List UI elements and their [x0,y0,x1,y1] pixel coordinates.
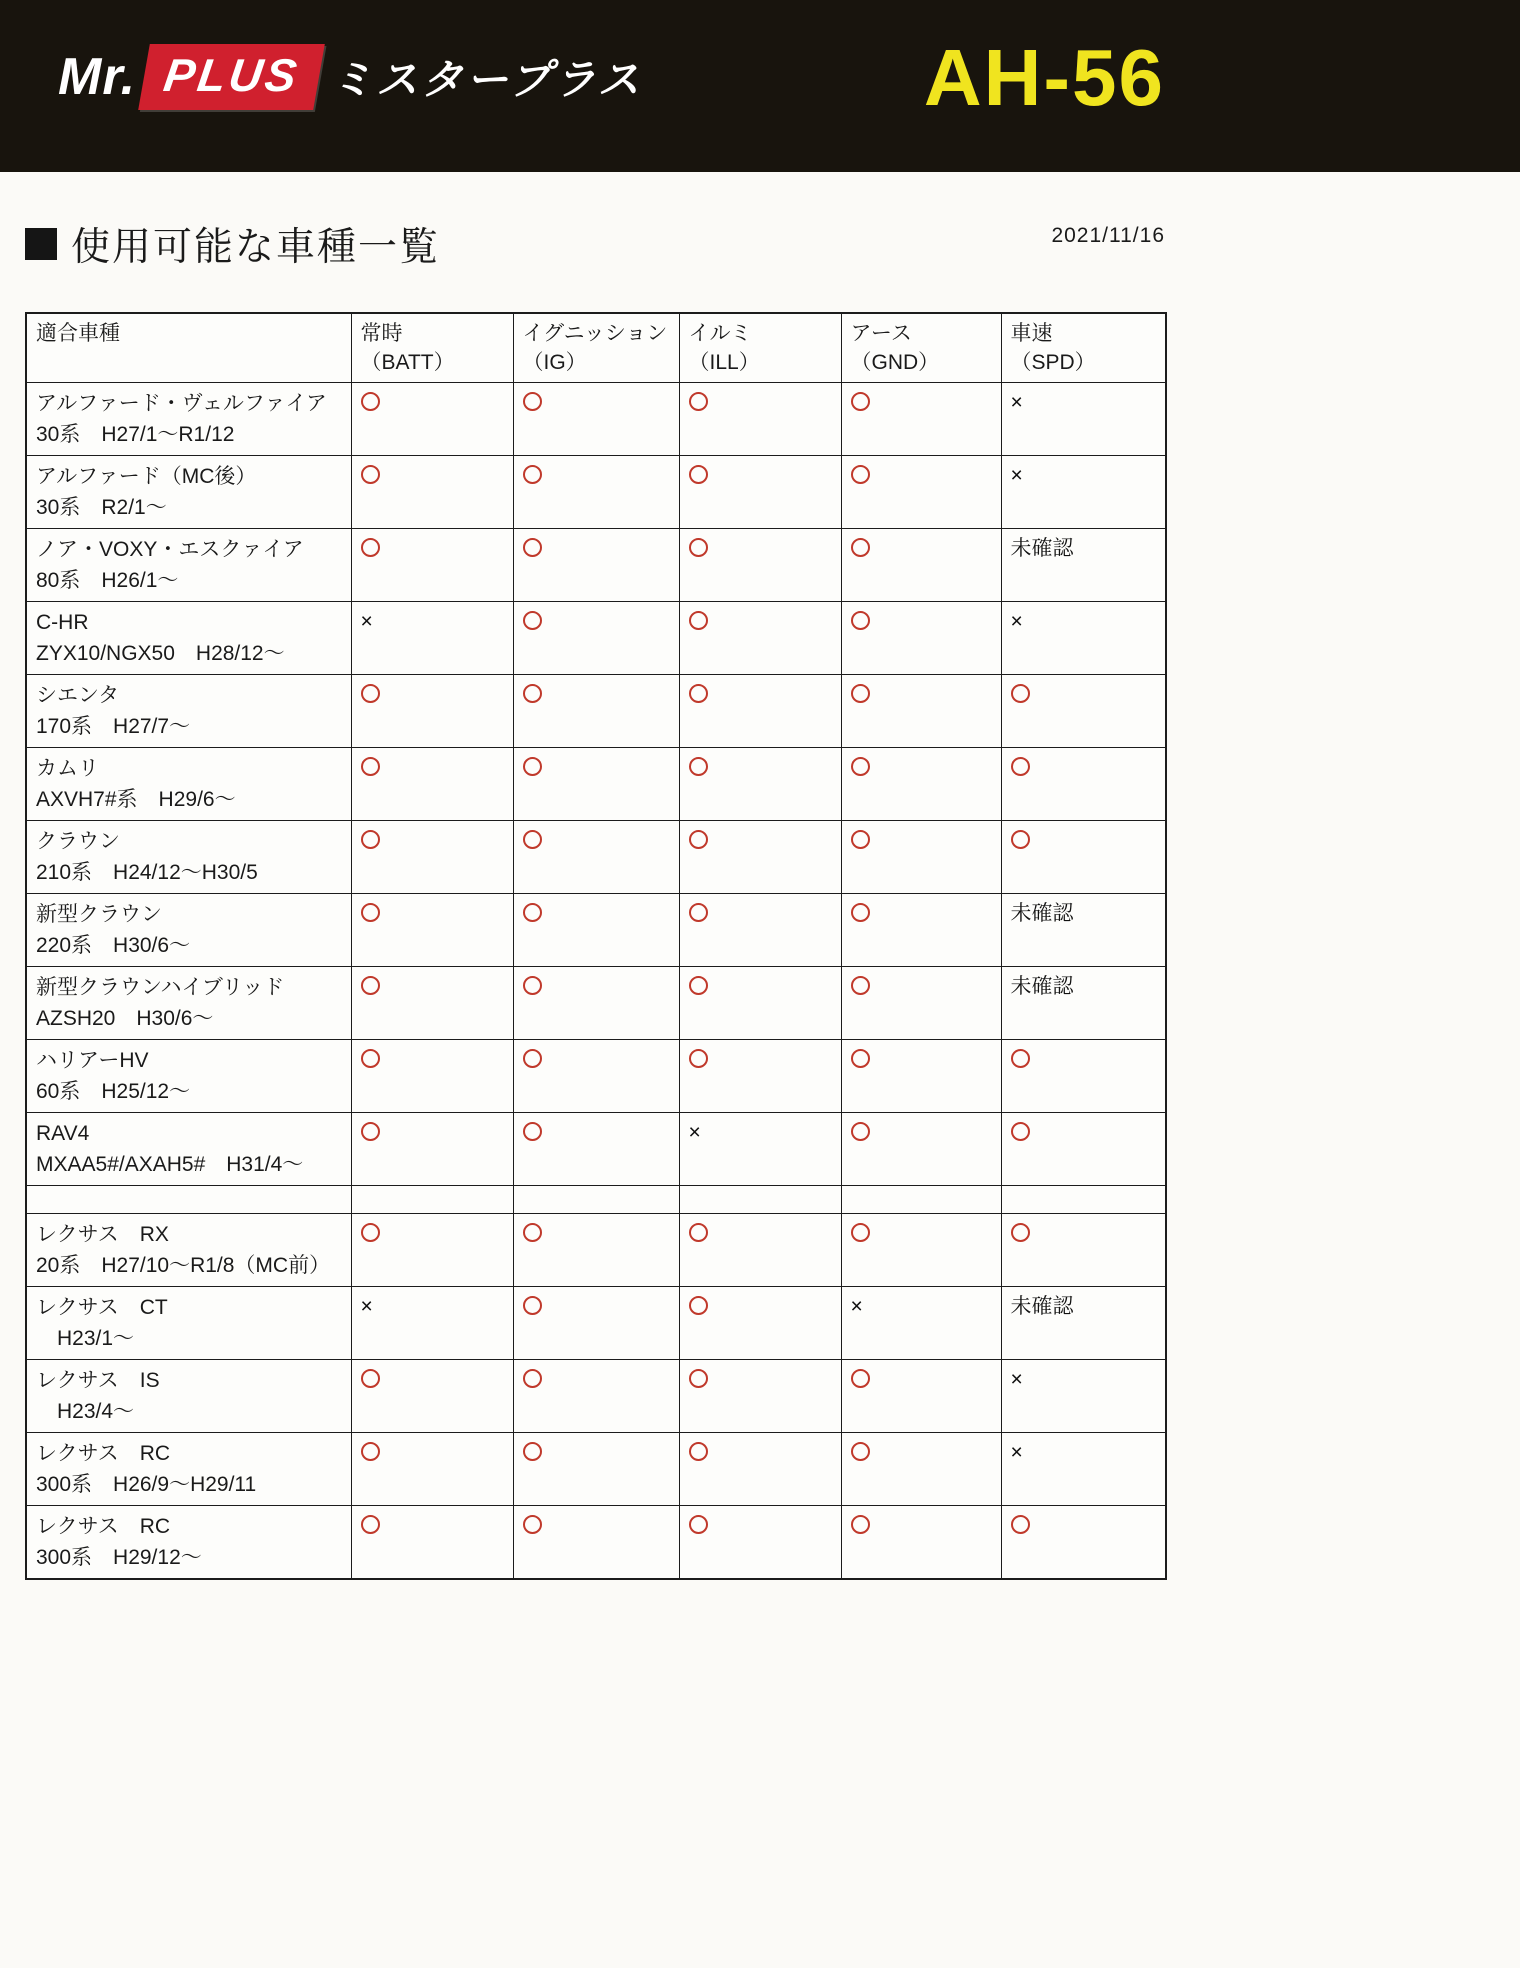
page-title [25,216,440,272]
ok-circle-icon [361,976,380,995]
spacer-row [26,1186,1166,1214]
vehicle-cell [26,1113,351,1186]
ok-circle-icon [851,903,870,922]
mark-cell-gnd [841,1113,1001,1186]
mark-cell-batt [351,894,513,967]
mark-cell-spd [1001,748,1166,821]
ok-circle-icon [523,392,542,411]
ok-circle-icon [523,538,542,557]
ok-circle-icon [689,684,708,703]
vehicle-model: 210系 H24/12〜H30/5 [36,861,258,884]
mark-cell-batt [351,1433,513,1506]
mark-cell-batt [351,1360,513,1433]
ok-circle-icon [523,1049,542,1068]
mark-cell-ig [513,675,679,748]
mark-cell-spd [1001,1433,1166,1506]
ok-circle-icon [361,465,380,484]
mark-cell-ig [513,529,679,602]
vehicle-name: ハリアーHV [36,1049,149,1072]
ok-circle-icon [523,1442,542,1461]
ok-circle-icon [523,611,542,630]
vehicle-row [26,383,1166,456]
vehicle-model: 20系 H27/10〜R1/8（MC前） [36,1254,331,1277]
ok-circle-icon [851,611,870,630]
mark-cell-batt [351,1287,513,1360]
vehicle-model: 30系 R2/1〜 [36,496,167,519]
column-header-1: 常時 （BATT） [351,313,513,383]
mark-cell-ig [513,748,679,821]
ok-circle-icon [361,757,380,776]
mark-cell-gnd [841,602,1001,675]
ok-circle-icon [361,1049,380,1068]
ok-circle-icon [361,1223,380,1242]
vehicle-name: アルファード・ヴェルファイア [36,392,327,415]
vehicle-row [26,1360,1166,1433]
ng-cross-mark: × [688,1121,701,1144]
vehicle-model: 60系 H25/12〜 [36,1080,191,1103]
ok-circle-icon [361,538,380,557]
mark-cell-ig [513,1113,679,1186]
mark-cell-ill [679,1433,841,1506]
vehicle-cell [26,967,351,1040]
column-header-2: イグニッション （IG） [513,313,679,383]
mark-cell-ill [679,1360,841,1433]
ok-circle-icon [523,1223,542,1242]
mark-cell-gnd [841,821,1001,894]
mark-cell-ig [513,1433,679,1506]
mark-cell-spd [1001,1506,1166,1580]
vehicle-row [26,1506,1166,1580]
mark-cell-ill [679,602,841,675]
vehicle-name: クラウン [36,830,120,853]
vehicle-name: レクサス IS [36,1369,160,1392]
mark-cell-spd [1001,1040,1166,1113]
vehicle-cell [26,748,351,821]
empty-cell [351,1186,513,1214]
vehicle-name: 新型クラウン [36,903,162,926]
vehicle-row [26,456,1166,529]
ok-circle-icon [361,1122,380,1141]
vehicle-model: MXAA5#/AXAH5# H31/4〜 [36,1153,304,1176]
ok-circle-icon [689,976,708,995]
ok-circle-icon [523,1369,542,1388]
vehicle-name: RAV4 [36,1122,90,1145]
vehicle-row [26,602,1166,675]
ok-circle-icon [1011,1122,1030,1141]
mark-cell-spd [1001,456,1166,529]
mark-cell-ig [513,383,679,456]
column-header-5: 車速 （SPD） [1001,313,1166,383]
vehicle-name: レクサス RC [36,1442,171,1465]
vehicle-row [26,529,1166,602]
mark-cell-gnd [841,675,1001,748]
mark-cell-ig [513,1506,679,1580]
mark-cell-batt [351,529,513,602]
vehicle-model: AZSH20 H30/6〜 [36,1007,214,1030]
vehicle-row [26,894,1166,967]
mark-cell-batt [351,456,513,529]
empty-cell [679,1186,841,1214]
empty-cell [841,1186,1001,1214]
ok-circle-icon [689,611,708,630]
vehicle-name: カムリ [36,757,99,780]
ok-circle-icon [689,465,708,484]
mark-cell-spd [1001,967,1166,1040]
unconfirmed-text: 未確認 [1010,975,1074,998]
unconfirmed-text: 未確認 [1010,1295,1074,1318]
mark-cell-spd [1001,1113,1166,1186]
vehicle-row [26,748,1166,821]
ok-circle-icon [689,830,708,849]
ok-circle-icon [689,1442,708,1461]
mark-cell-ill [679,1287,841,1360]
ok-circle-icon [689,1369,708,1388]
ng-cross-mark: × [1010,1368,1023,1391]
vehicle-row [26,1040,1166,1113]
column-header-3: イルミ （ILL） [679,313,841,383]
mark-cell-ill [679,748,841,821]
mark-cell-spd [1001,675,1166,748]
ok-circle-icon [851,1122,870,1141]
ok-circle-icon [523,1515,542,1534]
ng-cross-mark: × [850,1295,863,1318]
ok-circle-icon [689,538,708,557]
mark-cell-spd [1001,821,1166,894]
ng-cross-mark: × [360,1295,373,1318]
ng-cross-mark: × [1010,464,1023,487]
table-head-row [26,313,1166,383]
ok-circle-icon [851,1442,870,1461]
vehicle-cell [26,602,351,675]
ok-circle-icon [689,1515,708,1534]
ok-circle-icon [1011,830,1030,849]
vehicle-cell [26,1040,351,1113]
ok-circle-icon [689,903,708,922]
mark-cell-ig [513,456,679,529]
mark-cell-ill [679,967,841,1040]
vehicle-cell [26,1287,351,1360]
vehicle-cell [26,821,351,894]
mark-cell-spd [1001,1360,1166,1433]
mark-cell-gnd [841,748,1001,821]
mark-cell-ill [679,383,841,456]
column-header-0: 適合車種 [26,313,351,383]
title-row [25,216,1165,272]
mark-cell-ig [513,967,679,1040]
vehicle-name: レクサス CT [36,1296,168,1319]
ok-circle-icon [361,684,380,703]
mark-cell-batt [351,602,513,675]
empty-cell [1001,1186,1166,1214]
ng-cross-mark: × [1010,1441,1023,1464]
mark-cell-batt [351,675,513,748]
ok-circle-icon [523,684,542,703]
mark-cell-gnd [841,967,1001,1040]
ok-circle-icon [1011,1515,1030,1534]
vehicle-cell [26,894,351,967]
vehicle-cell [26,383,351,456]
ok-circle-icon [523,976,542,995]
vehicle-row [26,967,1166,1040]
logo-plus-text: PLUS [160,49,303,101]
table-body [26,383,1166,1580]
mark-cell-gnd [841,529,1001,602]
ok-circle-icon [851,757,870,776]
mark-cell-ig [513,821,679,894]
vehicle-cell [26,1433,351,1506]
logo-plus-box [138,44,324,110]
ok-circle-icon [1011,1049,1030,1068]
mark-cell-batt [351,1506,513,1580]
compatibility-table [25,312,1167,1580]
ok-circle-icon [523,1122,542,1141]
vehicle-name: アルファード（MC後） [36,465,257,488]
mark-cell-ill [679,894,841,967]
vehicle-name: 新型クラウンハイブリッド [36,976,285,999]
mark-cell-ill [679,821,841,894]
vehicle-row [26,821,1166,894]
mark-cell-ig [513,1360,679,1433]
mark-cell-gnd [841,383,1001,456]
ok-circle-icon [851,1223,870,1242]
ng-cross-mark: × [360,610,373,633]
unconfirmed-text: 未確認 [1010,537,1074,560]
empty-cell [513,1186,679,1214]
product-code: AH-56 [923,33,1165,122]
vehicle-row [26,1433,1166,1506]
vehicle-name: ノア・VOXY・エスクァイア [36,538,304,561]
mark-cell-ig [513,1040,679,1113]
vehicle-name: レクサス RC [36,1515,171,1538]
vehicle-row [26,1287,1166,1360]
mark-cell-gnd [841,1287,1001,1360]
mark-cell-batt [351,1113,513,1186]
mark-cell-batt [351,821,513,894]
title-square-icon [25,228,57,260]
vehicle-model: AXVH7#系 H29/6〜 [36,788,236,811]
ok-circle-icon [689,1296,708,1315]
vehicle-model: H23/4〜 [36,1400,135,1423]
ok-circle-icon [851,1515,870,1534]
mark-cell-ill [679,529,841,602]
mark-cell-spd [1001,1287,1166,1360]
mark-cell-batt [351,967,513,1040]
ok-circle-icon [523,1296,542,1315]
mark-cell-ill [679,1506,841,1580]
ok-circle-icon [851,1369,870,1388]
vehicle-cell [26,529,351,602]
ok-circle-icon [1011,684,1030,703]
mark-cell-spd [1001,1214,1166,1287]
ok-circle-icon [361,1515,380,1534]
top-band [0,0,1520,172]
vehicle-row [26,1214,1166,1287]
mark-cell-spd [1001,894,1166,967]
ok-circle-icon [1011,757,1030,776]
vehicle-model: 300系 H29/12〜 [36,1546,202,1569]
ok-circle-icon [851,684,870,703]
ok-circle-icon [689,1049,708,1068]
vehicle-model: 30系 H27/1〜R1/12 [36,423,235,446]
vehicle-name: レクサス RX [36,1223,169,1246]
vehicle-cell [26,456,351,529]
mark-cell-ig [513,602,679,675]
mark-cell-batt [351,383,513,456]
mark-cell-ig [513,894,679,967]
vehicle-cell [26,1506,351,1580]
mark-cell-gnd [841,894,1001,967]
vehicle-cell [26,675,351,748]
mark-cell-batt [351,748,513,821]
ok-circle-icon [851,538,870,557]
ok-circle-icon [361,392,380,411]
mark-cell-spd [1001,383,1166,456]
vehicle-name: シエンタ [36,684,120,707]
ok-circle-icon [689,1223,708,1242]
unconfirmed-text: 未確認 [1010,902,1074,925]
mrplus-logo [58,44,642,110]
mark-cell-ill [679,1113,841,1186]
ok-circle-icon [361,1369,380,1388]
mark-cell-batt [351,1040,513,1113]
mark-cell-gnd [841,1040,1001,1113]
vehicle-row [26,675,1166,748]
ok-circle-icon [361,830,380,849]
vehicle-model: 300系 H26/9〜H29/11 [36,1473,257,1496]
vehicle-cell [26,1360,351,1433]
mark-cell-spd [1001,529,1166,602]
ok-circle-icon [851,830,870,849]
vehicle-model: ZYX10/NGX50 H28/12〜 [36,642,285,665]
ok-circle-icon [851,392,870,411]
mark-cell-ig [513,1287,679,1360]
mark-cell-gnd [841,1360,1001,1433]
ok-circle-icon [523,830,542,849]
ok-circle-icon [851,976,870,995]
ng-cross-mark: × [1010,610,1023,633]
logo-mr-text: Mr. [58,48,137,106]
ok-circle-icon [523,757,542,776]
empty-cell [26,1186,351,1214]
mark-cell-spd [1001,602,1166,675]
ok-circle-icon [851,465,870,484]
doc-date: 2021/11/16 [1051,224,1165,247]
mark-cell-ill [679,1040,841,1113]
ok-circle-icon [361,903,380,922]
column-header-4: アース （GND） [841,313,1001,383]
ok-circle-icon [523,903,542,922]
vehicle-model: 170系 H27/7〜 [36,715,191,738]
ok-circle-icon [1011,1223,1030,1242]
ng-cross-mark: × [1010,391,1023,414]
mark-cell-gnd [841,456,1001,529]
mark-cell-gnd [841,1214,1001,1287]
ok-circle-icon [361,1442,380,1461]
mark-cell-gnd [841,1433,1001,1506]
page-title-text: 使用可能な車種一覧 [71,226,441,269]
ok-circle-icon [851,1049,870,1068]
mark-cell-ig [513,1214,679,1287]
vehicle-row [26,1113,1166,1186]
mark-cell-ill [679,1214,841,1287]
ok-circle-icon [523,465,542,484]
vehicle-name: C-HR [36,611,89,634]
vehicle-model: 80系 H26/1〜 [36,569,179,592]
mark-cell-ill [679,456,841,529]
vehicle-model: H23/1〜 [36,1327,135,1350]
ok-circle-icon [689,392,708,411]
mark-cell-ill [679,675,841,748]
mark-cell-gnd [841,1506,1001,1580]
logo-katakana-text: ミスタープラス [330,56,643,103]
mark-cell-batt [351,1214,513,1287]
vehicle-cell [26,1214,351,1287]
ok-circle-icon [689,757,708,776]
vehicle-model: 220系 H30/6〜 [36,934,191,957]
